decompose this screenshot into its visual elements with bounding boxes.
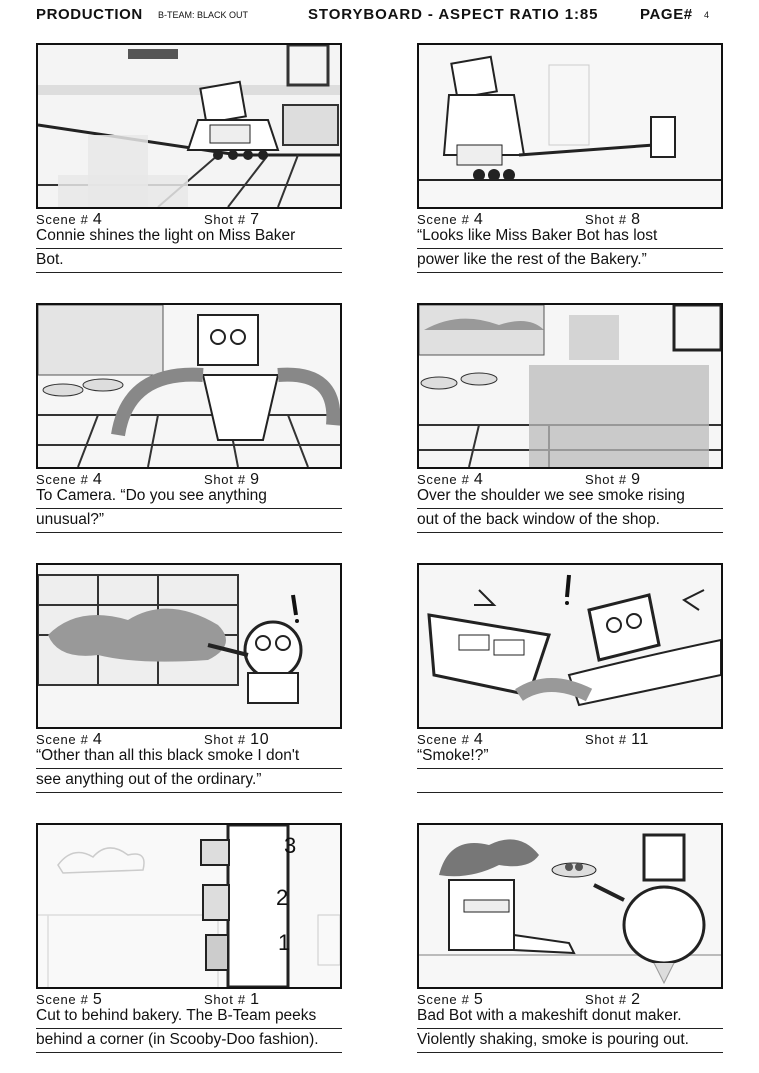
scene-number: 5 (473, 991, 484, 1008)
panel-description-line-1: Cut to behind bakery. The B-Team peeks (36, 1005, 342, 1029)
panel-description-line-2: see anything out of the ordinary.” (36, 769, 342, 793)
sketch-bot-to-camera (38, 305, 340, 467)
panel-description-line-1: “Other than all this black smoke I don't (36, 745, 342, 769)
shot-number: 2 (631, 991, 641, 1008)
sketch-bot-plugged-in (419, 45, 721, 207)
storyboard-panel (417, 823, 723, 1073)
shot-number: 11 (631, 731, 650, 748)
scene-number: 4 (473, 731, 484, 748)
storyboard-panel (36, 563, 342, 813)
scene-number: 4 (473, 471, 484, 488)
panel-description-line-2: unusual?” (36, 509, 342, 533)
storyboard-panel (417, 303, 723, 553)
panel-frame (417, 823, 723, 989)
scene-number: 4 (473, 211, 484, 228)
scene-label: Scene # (417, 992, 470, 1007)
scene-label: Scene # (36, 992, 89, 1007)
page-label: PAGE# (640, 6, 693, 23)
page-header (36, 6, 736, 26)
panel-description-line-2: Bot. (36, 249, 342, 273)
shot-number: 9 (631, 471, 641, 488)
panel-description-line-1: Bad Bot with a makeshift donut maker. (417, 1005, 723, 1029)
storyboard-panel (36, 303, 342, 553)
scene-label: Scene # (417, 472, 470, 487)
shot-number: 7 (250, 211, 260, 228)
scene-number: 4 (92, 471, 103, 488)
storyboard-panel (36, 823, 342, 1073)
shot-label: Shot # (585, 732, 627, 747)
storyboard-panel (36, 43, 342, 293)
shot-number: 8 (631, 211, 641, 228)
panel-frame (36, 823, 342, 989)
panel-description-line-2 (417, 769, 723, 793)
shot-label: Shot # (204, 472, 246, 487)
scene-label: Scene # (36, 472, 89, 487)
production-label: PRODUCTION (36, 6, 143, 23)
scene-number: 4 (92, 211, 103, 228)
panel-frame (36, 43, 342, 209)
panel-frame (36, 563, 342, 729)
panel-description-line-1: Connie shines the light on Miss Baker (36, 225, 342, 249)
panel-frame (417, 303, 723, 469)
scene-number: 5 (92, 991, 103, 1008)
page-number: 4 (704, 10, 710, 20)
sketch-bot-pointing-at-smoke (38, 565, 340, 727)
shot-label: Shot # (585, 992, 627, 1007)
panel-description-line-2: out of the back window of the shop. (417, 509, 723, 533)
svg-text:3: 3 (284, 833, 297, 858)
shot-label: Shot # (204, 732, 246, 747)
project-title: B-TEAM: BLACK OUT (158, 10, 249, 20)
scene-number: 4 (92, 731, 103, 748)
shot-label: Shot # (204, 992, 246, 1007)
sketch-team-peeks-corner (38, 825, 340, 987)
scene-label: Scene # (417, 212, 470, 227)
scene-label: Scene # (417, 732, 470, 747)
panel-description-line-1: To Camera. “Do you see anything (36, 485, 342, 509)
panel-description-line-2: behind a corner (in Scooby-Doo fashion). (36, 1029, 342, 1053)
sketch-miss-baker-bot (38, 45, 340, 207)
sketch-over-shoulder-smoke (419, 305, 721, 467)
shot-label: Shot # (585, 472, 627, 487)
sketch-bad-bot-donut-maker (419, 825, 721, 987)
scene-label: Scene # (36, 732, 89, 747)
panel-description-line-2: Violently shaking, smoke is pouring out. (417, 1029, 723, 1053)
storyboard-panel (417, 43, 723, 293)
panel-frame (417, 43, 723, 209)
shot-label: Shot # (585, 212, 627, 227)
storyboard-label: STORYBOARD - ASPECT RATIO 1:85 (308, 6, 599, 23)
panel-description-line-1: “Looks like Miss Baker Bot has lost (417, 225, 723, 249)
shot-number: 1 (250, 991, 260, 1008)
panel-description-line-2: power like the rest of the Bakery.” (417, 249, 723, 273)
sketch-two-bots-alarmed (419, 565, 721, 727)
svg-text:2: 2 (276, 885, 289, 910)
panel-frame (36, 303, 342, 469)
panel-description-line-1: Over the shoulder we see smoke rising (417, 485, 723, 509)
storyboard-panel (417, 563, 723, 813)
panel-frame (417, 563, 723, 729)
svg-text:1: 1 (278, 930, 291, 955)
panel-description-line-1: “Smoke!?” (417, 745, 723, 769)
shot-number: 10 (250, 731, 270, 748)
shot-number: 9 (250, 471, 260, 488)
scene-label: Scene # (36, 212, 89, 227)
shot-label: Shot # (204, 212, 246, 227)
